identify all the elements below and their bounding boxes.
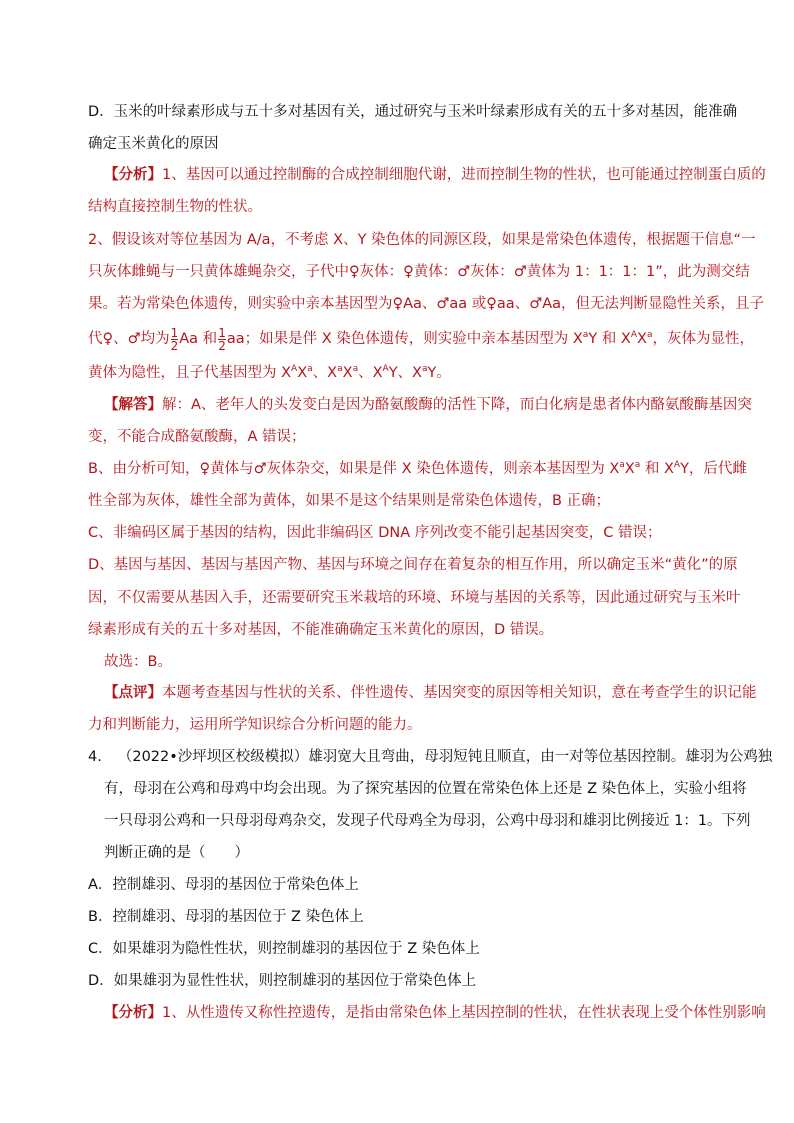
option-c: C．如果雄羽为隐性性状，则控制雄羽的基因位于 Z 染色体上 [88, 941, 480, 957]
fraction-half [218, 327, 226, 352]
text-span: Y 和 X [588, 331, 631, 347]
question-text-1: （2022•沙坪坝区校级模拟）雄羽宽大且弯曲，母羽短钝且顺直，由一对等位基因控制。雄羽为公鸡独 [117, 749, 773, 765]
superscript: a [634, 460, 641, 471]
text-span: aa；如果是伴 X 染色体遗传，则实验中亲本基因型为 X [226, 331, 583, 347]
solution-line-8: 绿素形成有关的五十多对基因，不能准确确定玉米黄化的原因，D 错误。 [88, 622, 554, 638]
solution-answer: 故选：B。 [104, 654, 172, 670]
option-d-line-1: D．玉米的叶绿素形成与五十多对基因有关，通过研究与玉米叶绿素形成有关的五十多对基因，能准确 [88, 104, 738, 120]
superscript: a [337, 364, 343, 375]
analysis-line-2: 结构直接控制生物的性状。 [88, 199, 262, 215]
solution-line-4: 性全部为灰体，雄性全部为黄体，如果不是这个结果则是常染色体遗传，B 正确； [88, 493, 611, 509]
superscript: A [630, 330, 637, 341]
analysis-text-1: 1、基因可以通过控制酶的合成控制细胞代谢，进而控制生物的性状，也可能通过控制蛋白质的 [162, 167, 766, 183]
text-span: 、X [358, 365, 383, 381]
fraction-denominator: 2 [218, 338, 226, 353]
text-span: X [297, 365, 308, 381]
text-span: X [637, 331, 647, 347]
solution-line-5: C、非编码区属于基因的结构，因此非编码区 DNA 序列改变不能引起基因突变，C 错误； [88, 525, 662, 541]
text-span: Y，后代雌 [680, 461, 747, 477]
fraction-numerator: 1 [218, 325, 226, 340]
text-span: X [624, 461, 635, 477]
comment-tag: 【点评】 [104, 685, 162, 701]
text-span: X [342, 365, 353, 381]
analysis-2-tag: 【分析】 [104, 1005, 162, 1021]
comment-line-2: 力和判断能力，运用所学知识综合分析问题的能力。 [88, 717, 422, 733]
analysis-tag: 【分析】 [104, 167, 162, 183]
option-b: B．控制雄羽、母羽的基因位于 Z 染色体上 [88, 909, 364, 925]
text-span: 、X [312, 365, 338, 381]
question-4-line-4: 判断正确的是（ ） [104, 845, 249, 861]
solution-line-1 [104, 394, 752, 416]
solution-line-3 [88, 458, 747, 480]
question-number: 4. [88, 749, 102, 765]
analysis-line-4: 只灰体雌蝇与一只黄体雄蝇杂交，子代中♀灰体：♀黄体：♂灰体：♂黄体为 1：1：1：1”，此为测交结 [88, 264, 750, 280]
text-span: 和 X [640, 461, 674, 477]
superscript: a [352, 364, 359, 375]
comment-line-1 [104, 682, 757, 704]
text-span: Aa 和 [179, 331, 218, 347]
option-a: A．控制雄羽、母羽的基因位于常染色体上 [88, 877, 359, 893]
analysis-line-7 [88, 362, 734, 384]
text-span: ，灰体为显性， [652, 331, 754, 347]
analysis-line-1 [104, 164, 766, 186]
superscript: a [646, 330, 653, 341]
superscript: a [421, 364, 428, 375]
text-span: B、由分析可知，♀黄体与♂灰体杂交，如果是伴 X 染色体遗传，则亲本基因型为 X [88, 461, 620, 477]
solution-line-7: 因，不仅需要从基因入手，还需要研究玉米栽培的环境、环境与基因的关系等，因此通过研究与玉米叶 [88, 590, 741, 606]
question-4-line-2: 有，母羽在公鸡和母鸡中均会出现。为了探究基因的位置在常染色体上还是 Z 染色体上，实验小组将 [104, 781, 747, 797]
superscript: A [673, 460, 681, 471]
superscript: a [307, 364, 313, 375]
question-4-line-1 [88, 746, 773, 768]
solution-line-2: 变，不能合成酪氨酸酶，A 错误； [88, 429, 306, 445]
solution-tag: 【解答】 [104, 397, 162, 413]
superscript: a [619, 460, 625, 471]
analysis-2-text-1: 1、从性遗传又称性控遗传，是指由常染色体上基因控制的性状，在性状表现上受个体性别影响 [162, 1005, 766, 1021]
fraction-denominator: 2 [170, 338, 179, 353]
text-span: 黄体为隐性，且子代基因型为 X [88, 365, 292, 381]
fraction-numerator: 1 [170, 325, 179, 340]
comment-text-1: 本题考查基因与性状的关系、伴性遗传、基因突变的原因等相关知识，意在考查学生的识记能 [162, 685, 757, 701]
option-d-line-2: 确定玉米黄化的原因 [88, 136, 219, 152]
superscript: a [582, 330, 589, 341]
superscript: A [291, 364, 298, 375]
solution-line-6: D、基因与基因、基因与基因产物、基因与环境之间存在着复杂的相互作用，所以确定玉米“黄化”的原 [88, 557, 738, 573]
analysis-line-5: 果。若为常染色体遗传，则实验中亲本基因型为♀Aa、♂aa 或♀aa、♂Aa，但无法判断显隐性关系，且子 [88, 296, 764, 312]
text-span: Y。 [427, 365, 451, 381]
analysis-line-3: 2、假设该对等位基因为 A/a，不考虑 X、Y 染色体的同源区段，如果是常染色体遗传，根据题干信息“一 [88, 232, 756, 248]
fraction-half [171, 327, 179, 352]
text-span: 代♀、♂均为 [88, 331, 170, 347]
text-span: Y、X [388, 365, 422, 381]
solution-text-1: 解：A、老年人的头发变白是因为酪氨酸酶的活性下降，而白化病是患者体内酪氨酸酶基因突 [162, 397, 752, 413]
option-d: D．如果雄羽为显性性状，则控制雄羽的基因位于常染色体上 [88, 973, 477, 989]
question-4-line-3: 一只母羽公鸡和一只母羽母鸡杂交，发现子代母鸡全为母羽，公鸡中母羽和雄羽比例接近 1：1。下列 [104, 813, 751, 829]
superscript: A [382, 364, 389, 375]
analysis-2-line-1 [104, 1002, 766, 1024]
analysis-line-6 [88, 324, 754, 354]
